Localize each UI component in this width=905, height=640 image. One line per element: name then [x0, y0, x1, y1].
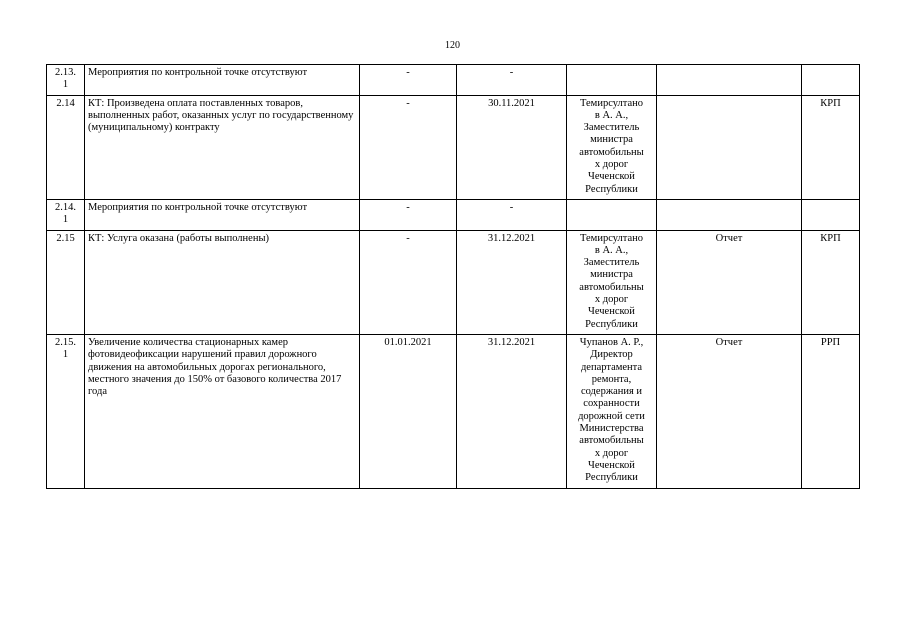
control-level-cell: РРП — [802, 334, 860, 488]
start-date-cell: - — [360, 65, 457, 96]
event-name-cell: Увеличение количества стационарных камер фотовидеофиксации нарушений правил дорожного движения на автомобильных дорогах регионального, местного значения до 150% от базового количества 2017 года — [85, 334, 360, 488]
table-body — [47, 65, 860, 489]
row-number-cell: 2.14 — [47, 95, 85, 199]
control-level-cell — [802, 199, 860, 230]
document-type-cell — [657, 95, 802, 199]
end-date-cell: - — [457, 199, 567, 230]
row-number-cell: 2.13. 1 — [47, 65, 85, 96]
document-type-cell — [657, 65, 802, 96]
start-date-cell: - — [360, 230, 457, 334]
end-date-cell: - — [457, 65, 567, 96]
table-row — [47, 199, 860, 230]
responsible-cell — [567, 199, 657, 230]
table-row — [47, 230, 860, 334]
control-level-cell: КРП — [802, 95, 860, 199]
document-type-cell: Отчет — [657, 230, 802, 334]
document-type-cell — [657, 199, 802, 230]
table-row — [47, 334, 860, 488]
table-row — [47, 95, 860, 199]
event-name-cell: Мероприятия по контрольной точке отсутствуют — [85, 65, 360, 96]
end-date-cell: 31.12.2021 — [457, 230, 567, 334]
responsible-cell: Темирсултано в А. А., Заместитель министра автомобильны х дорог Чеченской Республики — [567, 95, 657, 199]
responsible-cell — [567, 65, 657, 96]
row-number-cell: 2.15. 1 — [47, 334, 85, 488]
start-date-cell: - — [360, 199, 457, 230]
start-date-cell: 01.01.2021 — [360, 334, 457, 488]
page-number: 120 — [445, 40, 460, 51]
table-row — [47, 65, 860, 96]
end-date-cell: 30.11.2021 — [457, 95, 567, 199]
event-name-cell: Мероприятия по контрольной точке отсутствуют — [85, 199, 360, 230]
responsible-cell: Темирсултано в А. А., Заместитель министра автомобильны х дорог Чеченской Республики — [567, 230, 657, 334]
row-number-cell: 2.14. 1 — [47, 199, 85, 230]
responsible-cell: Чупанов А. Р., Директор департамента ремонта, содержания и сохранности дорожной сети Министерства автомобильны х дорог Чеченской Республики — [567, 334, 657, 488]
row-number-cell: 2.15 — [47, 230, 85, 334]
control-points-table — [46, 64, 860, 489]
start-date-cell: - — [360, 95, 457, 199]
event-name-cell: КТ: Произведена оплата поставленных товаров, выполненных работ, оказанных услуг по государственному (муниципальному) контракту — [85, 95, 360, 199]
end-date-cell: 31.12.2021 — [457, 334, 567, 488]
control-level-cell: КРП — [802, 230, 860, 334]
control-level-cell — [802, 65, 860, 96]
event-name-cell: КТ: Услуга оказана (работы выполнены) — [85, 230, 360, 334]
document-type-cell: Отчет — [657, 334, 802, 488]
